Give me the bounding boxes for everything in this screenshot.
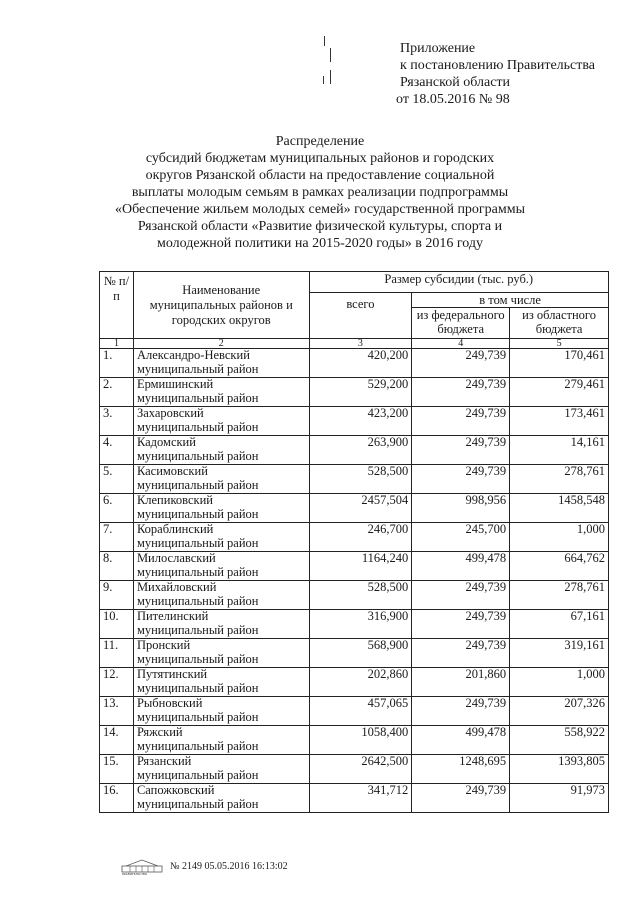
district-type-line: муниципальный район [136, 593, 259, 608]
title-line: «Обеспечение жильем молодых семей» государственной программы [114, 202, 526, 217]
header-number: № п/п [100, 272, 134, 339]
amount-total: 246,700 [309, 523, 412, 552]
table-row [100, 668, 609, 697]
table-row [100, 523, 609, 552]
district-name [133, 436, 309, 465]
amount-federal: 249,739 [412, 465, 510, 494]
district-name [133, 465, 309, 494]
column-index: 3 [309, 339, 412, 349]
district-name-line: Путятинский [136, 667, 208, 681]
row-number: 14. [100, 726, 134, 755]
district-name-line: Пителинский [136, 609, 209, 623]
amount-federal: 499,478 [412, 726, 510, 755]
row-number: 5. [100, 465, 134, 494]
amount-total: 2457,504 [309, 494, 412, 523]
subsidy-table [99, 271, 609, 813]
stamp-text: ПРАВИТЕЛЬСТВО [122, 872, 148, 876]
amount-regional: 173,461 [510, 407, 609, 436]
column-index: 5 [510, 339, 609, 349]
amount-federal: 249,739 [412, 639, 510, 668]
district-name [133, 784, 309, 813]
district-type-line: муниципальный район [136, 738, 259, 753]
appendix-line: Рязанской области [400, 75, 511, 90]
amount-federal: 249,739 [412, 407, 510, 436]
amount-federal: 1248,695 [412, 755, 510, 784]
amount-total: 529,200 [309, 378, 412, 407]
row-number: 15. [100, 755, 134, 784]
margin-marks [322, 36, 342, 96]
table-row [100, 465, 609, 494]
district-name [133, 697, 309, 726]
district-type-line: муниципальный район [136, 506, 259, 521]
amount-regional: 207,326 [510, 697, 609, 726]
amount-regional: 170,461 [510, 349, 609, 378]
amount-total: 341,712 [309, 784, 412, 813]
district-name [133, 523, 309, 552]
row-number: 7. [100, 523, 134, 552]
district-type-line: муниципальный район [136, 564, 259, 579]
amount-federal: 998,956 [412, 494, 510, 523]
amount-federal: 249,739 [412, 436, 510, 465]
row-number: 1. [100, 349, 134, 378]
amount-total: 202,860 [309, 668, 412, 697]
row-number: 16. [100, 784, 134, 813]
district-name-line: Клепиковский [136, 493, 213, 507]
table-row [100, 726, 609, 755]
table-row [100, 552, 609, 581]
table-row [100, 639, 609, 668]
district-type-line: муниципальный район [136, 709, 259, 724]
district-name [133, 552, 309, 581]
district-type-line: муниципальный район [136, 651, 259, 666]
amount-total: 568,900 [309, 639, 412, 668]
title-line: округов Рязанской области на предоставление социальной [145, 168, 495, 183]
row-number: 12. [100, 668, 134, 697]
amount-regional: 1,000 [510, 668, 609, 697]
amount-regional: 558,922 [510, 726, 609, 755]
amount-regional: 278,761 [510, 581, 609, 610]
row-number: 3. [100, 407, 134, 436]
district-type-line: муниципальный район [136, 477, 259, 492]
amount-total: 528,500 [309, 465, 412, 494]
district-name-line: Пронский [136, 638, 191, 652]
district-name-line: Рыбновский [136, 696, 203, 710]
district-name [133, 610, 309, 639]
row-number: 6. [100, 494, 134, 523]
table-row [100, 407, 609, 436]
title-line: выплаты молодым семьям в рамках реализации подпрограммы [131, 185, 509, 200]
row-number: 8. [100, 552, 134, 581]
header-amount: Размер субсидии (тыс. руб.) [309, 272, 608, 293]
district-name [133, 407, 309, 436]
district-name [133, 349, 309, 378]
title-line: Рязанской области «Развитие физической культуры, спорта и [137, 219, 503, 234]
amount-total: 316,900 [309, 610, 412, 639]
amount-federal: 249,739 [412, 697, 510, 726]
district-name-line: Милославский [136, 551, 216, 565]
amount-regional: 67,161 [510, 610, 609, 639]
amount-total: 528,500 [309, 581, 412, 610]
district-name-line: Сапожковский [136, 783, 215, 797]
table-row [100, 755, 609, 784]
amount-regional: 1393,805 [510, 755, 609, 784]
district-name [133, 378, 309, 407]
district-name-line: Касимовский [136, 464, 208, 478]
amount-federal: 249,739 [412, 784, 510, 813]
table-row [100, 581, 609, 610]
amount-regional: 664,762 [510, 552, 609, 581]
table-row [100, 349, 609, 378]
amount-regional: 319,161 [510, 639, 609, 668]
district-name-line: Александро-Невский [136, 348, 250, 362]
title-line: Распределение [275, 134, 365, 149]
amount-regional: 278,761 [510, 465, 609, 494]
district-name [133, 494, 309, 523]
amount-federal: 249,739 [412, 610, 510, 639]
amount-total: 423,200 [309, 407, 412, 436]
header-name: Наименование муниципальных районов и городских округов [133, 272, 309, 339]
district-name-line: Рязанский [136, 754, 192, 768]
district-type-line: муниципальный район [136, 622, 259, 637]
document-title [80, 133, 560, 252]
amount-federal: 499,478 [412, 552, 510, 581]
amount-total: 1058,400 [309, 726, 412, 755]
title-line: молодежной политики на 2015-2020 годы» в 2016 году [156, 236, 484, 251]
table-row [100, 436, 609, 465]
district-name [133, 639, 309, 668]
district-name-line: Захаровский [136, 406, 204, 420]
amount-total: 1164,240 [309, 552, 412, 581]
appendix-line: к постановлению Правительства [400, 58, 596, 73]
amount-regional: 91,973 [510, 784, 609, 813]
amount-total: 420,200 [309, 349, 412, 378]
appendix-line: Приложение [400, 41, 476, 56]
district-type-line: муниципальный район [136, 767, 259, 782]
district-type-line: муниципальный район [136, 448, 259, 463]
column-index: 1 [100, 339, 134, 349]
title-line: субсидий бюджетам муниципальных районов и городских [145, 151, 495, 166]
amount-total: 263,900 [309, 436, 412, 465]
row-number: 11. [100, 639, 134, 668]
appendix-date: от 18.05.2016 № 98 [396, 92, 510, 107]
district-name [133, 726, 309, 755]
amount-total: 457,065 [309, 697, 412, 726]
district-name-line: Ряжский [136, 725, 183, 739]
amount-federal: 249,739 [412, 581, 510, 610]
district-type-line: муниципальный район [136, 390, 259, 405]
amount-regional: 1,000 [510, 523, 609, 552]
district-name-line: Михайловский [136, 580, 217, 594]
district-type-line: муниципальный район [136, 419, 259, 434]
amount-regional: 14,161 [510, 436, 609, 465]
amount-federal: 249,739 [412, 378, 510, 407]
district-type-line: муниципальный район [136, 680, 259, 695]
district-name-line: Ермишинский [136, 377, 214, 391]
district-type-line: муниципальный район [136, 796, 259, 811]
district-name [133, 581, 309, 610]
amount-regional: 1458,548 [510, 494, 609, 523]
district-name-line: Кораблинский [136, 522, 214, 536]
row-number: 4. [100, 436, 134, 465]
district-name [133, 668, 309, 697]
district-name-line: Кадомский [136, 435, 196, 449]
registration-footer [120, 858, 288, 874]
table-row [100, 494, 609, 523]
header-total: всего [309, 293, 412, 339]
row-number: 13. [100, 697, 134, 726]
table-row [100, 697, 609, 726]
row-number: 10. [100, 610, 134, 639]
registration-number: № 2149 05.05.2016 16:13:02 [170, 860, 288, 872]
amount-regional: 279,461 [510, 378, 609, 407]
column-index: 2 [133, 339, 309, 349]
column-index: 4 [412, 339, 510, 349]
district-type-line: муниципальный район [136, 535, 259, 550]
district-name [133, 755, 309, 784]
header-regional: из областного бюджета [510, 308, 609, 339]
amount-federal: 249,739 [412, 349, 510, 378]
row-number: 2. [100, 378, 134, 407]
amount-total: 2642,500 [309, 755, 412, 784]
district-type-line: муниципальный район [136, 361, 259, 376]
amount-federal: 201,860 [412, 668, 510, 697]
table-row [100, 610, 609, 639]
amount-federal: 245,700 [412, 523, 510, 552]
appendix-block [396, 40, 596, 108]
header-federal: из федерального бюджета [412, 308, 510, 339]
table-row [100, 378, 609, 407]
row-number: 9. [100, 581, 134, 610]
header-including: в том числе [412, 293, 609, 308]
table-row [100, 784, 609, 813]
